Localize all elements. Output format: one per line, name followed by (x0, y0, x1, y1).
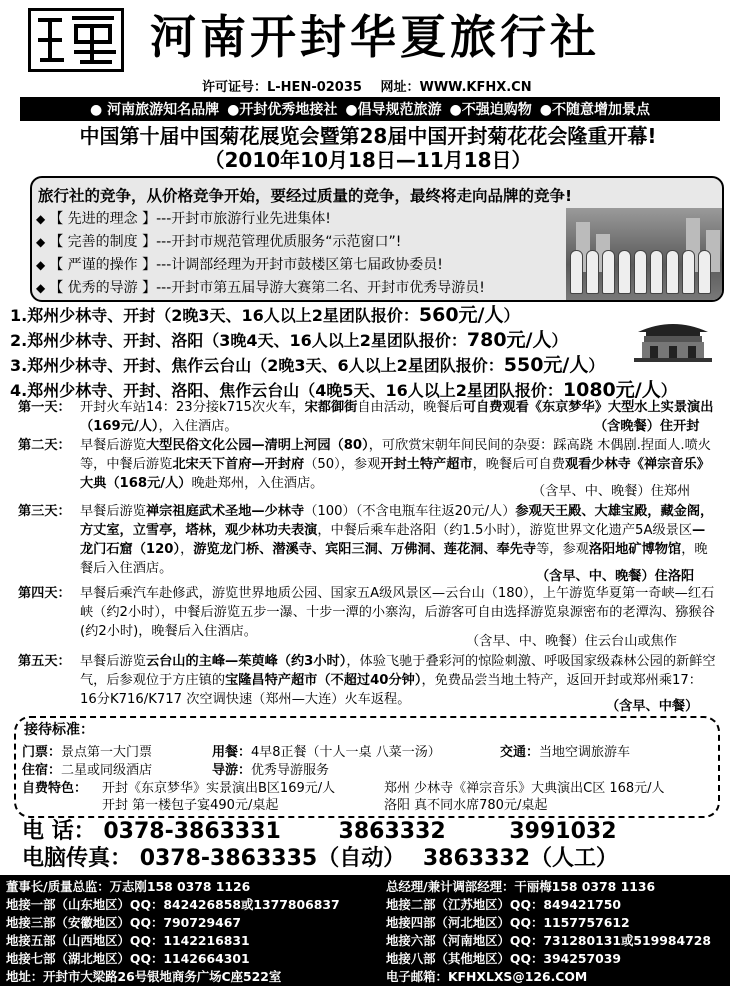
contact-entry: 总经理/兼计调部经理：干丽梅158 0378 1136 (386, 879, 656, 894)
day-label: 第一天： (18, 400, 71, 415)
contact-entry: 地接三部（安徽地区）QQ：790729467 (6, 915, 241, 930)
slogan: ●不随意增加景点 (539, 102, 650, 118)
route-price: 560元/人 (418, 304, 504, 326)
diamond-bullet-icon: ◆ (36, 281, 46, 295)
slogan: ● 河南旅游知名品牌 (90, 102, 220, 118)
website[interactable]: 网址：WWW.KFHX.CN (380, 80, 532, 95)
diamond-bullet-icon: ◆ (36, 212, 46, 226)
feature-item: ◆ 【 先进的理念 】---开封市旅游行业先进集体! (36, 211, 331, 227)
day-meals: （含早、中餐） (606, 699, 699, 714)
day-meals: （含晚餐）住开封 (594, 419, 700, 434)
phone-number[interactable]: 3991032 (509, 819, 617, 844)
route-price: 550元/人 (503, 354, 589, 376)
itinerary-day-3: 第三天： 早餐后游览禅宗祖庭武术圣地—少林寺（100）（不含电瓶车往返20元/人）参观天王殿、大雄宝殿，藏金阁，方丈室，立雪亭，塔林，观少林功夫表演，中餐后乘车赴洛阳（约1.5小时），游览世界文化遗产5A级景区—龙门石窟（120），游览龙门桥、潜溪寺、宾阳三洞、万佛洞、莲花洞、奉先寺等，参观洛阳地矿博物馆，晚餐后入住酒店。 (18, 504, 714, 576)
feature-intro: 旅行社的竞争，从价格竞争开始，要经过质量的竞争，最终将走向品牌的竞争! (38, 187, 573, 205)
route-item: 1.郑州少林寺、开封（2晚3天、16人以上2星团队报价：560元/人） (10, 304, 520, 326)
feature-item: ◆ 【 严谨的操作 】---计调部经理为开封市鼓楼区第七届政协委员! (36, 257, 443, 273)
contact-entry: 地接六部（河南地区）QQ：731280131或519984728 (386, 933, 711, 948)
contact-entry: 董事长/质量总监：万志刚158 0378 1126 (6, 879, 251, 894)
service-standards-box: 接待标准： 门票：景点第一大门票 用餐：4早8正餐（十人一桌 八菜一汤） 交通：当地空调旅游车 住宿：二星或同级酒店 导游：优秀导游服务 自费特色： 开封《东京梦华》实景演出B区169元/人 郑州 少林寺《禅宗音乐》大典演出C区 168元/人 开封 第一楼包子宴490元/桌起 洛阳 真不同水席780元/桌起 (14, 716, 720, 818)
day-meals: （含早、中、晚餐）住云台山或焦作 (466, 634, 677, 649)
license-number: 许可证号：L-HEN-02035 (202, 80, 362, 95)
contact-entry: 地接二部（江苏地区）QQ：849421750 (386, 897, 621, 912)
slogan: ●倡导规范旅游 (345, 102, 442, 118)
standards-heading: 接待标准： (24, 722, 94, 738)
fax-number[interactable]: 0378-3863335（自动） (139, 846, 406, 871)
headline: 中国第十届中国菊花展览会暨第28届中国开封菊花花会隆重开幕! (79, 124, 657, 148)
license-line (202, 76, 546, 95)
day-meals: （含早、中、晚餐）住郑州 (532, 484, 691, 499)
slogan: ●不强迫购物 (449, 102, 532, 118)
contact-entry: 地接五部（山西地区）QQ：1142216831 (6, 933, 250, 948)
day-label: 第三天： (18, 504, 71, 519)
diamond-bullet-icon: ◆ (36, 235, 46, 249)
team-photo (566, 208, 722, 302)
pavilion-icon (634, 316, 712, 362)
fax-number[interactable]: 3863332（人工） (422, 846, 619, 871)
slogan: ●开封优秀地接社 (227, 102, 338, 118)
feature-item: ◆ 【 优秀的导游 】---开封市第五届导游大赛第二名、开封市优秀导游员! (36, 280, 485, 296)
day-label: 第五天： (18, 654, 71, 669)
route-item: 3.郑州少林寺、开封、焦作云台山（2晚3天、6人以上2星团队报价：550元/人） (10, 354, 605, 376)
diamond-bullet-icon: ◆ (36, 258, 46, 272)
day-label: 第二天： (18, 438, 71, 453)
route-price: 1080元/人 (562, 379, 661, 401)
contact-entry: 地接七部（湖北地区）QQ：1142664301 (6, 951, 250, 966)
day-label: 第四天： (18, 586, 71, 601)
route-price: 780元/人 (466, 329, 552, 351)
calligraphy-logo-icon (32, 12, 120, 68)
event-dates: （2010年10月18日—11月18日） (204, 148, 532, 172)
feature-item: ◆ 【 完善的制度 】---开封市规范管理优质服务“示范窗口”! (36, 234, 402, 250)
contact-entry: 地接四部（河北地区）QQ：1157757612 (386, 915, 630, 930)
itinerary-day-1: 第一天： 开封火车站14：23分接k715次火车，宋都御街自由活动，晚餐后可自费观看《东京梦华》大型水上实景演出（169元/人），入住酒店。 (18, 400, 714, 434)
contact-entry: 地接一部（山东地区）QQ：842426858或1377806837 (6, 897, 340, 912)
itinerary-day-4: 第四天： 早餐后乘汽车赴修武，游览世界地质公园、国家五A级风景区—云台山（180），上午游览华夏第一奇峡—红石峡（约2小时），中餐后游览五步一瀑、十步一潭的小寨沟，后游客可自由选择游览泉源密布的老潭沟、猕猴谷(约2小时)，晚餐后入住酒店。 (18, 586, 715, 639)
fax-line: 电脑传真： 0378-3863335（自动） 3863332（人工） (22, 846, 619, 871)
email-link[interactable]: 电子邮箱：KFHXLXS@126.COM (386, 969, 588, 984)
phone-number[interactable]: 3863332 (338, 819, 446, 844)
contact-entry: 地接八部（其他地区）QQ：394257039 (386, 951, 621, 966)
address: 地址：开封市大梁路26号银地商务广场C座522室 (6, 969, 282, 984)
company-title: 河南开封华夏旅行社 (150, 10, 600, 64)
itinerary-day-2: 第二天： 早餐后游览大型民俗文化公园—清明上河园（80），可欣赏宋朝年间民间的杂耍：踩高跷 木偶剧.捏面人.喷火等，中餐后游览北宋天下首府—开封府（50），参观开封土特产超市，晚餐后可自费观看少林寺《禅宗音乐》大典（168元/人）晚赴郑州，入住酒店。 (18, 438, 711, 491)
itinerary-day-5: 第五天： 早餐后游览云台山的主峰—茱萸峰（约3小时），体验飞驰于叠彩河的惊险刺激、呼吸国家级森林公园的新鲜空气，后参观位于方庄镇的宝隆昌特产超市（不超过40分钟），免费品尝当地土特产，返回开封或郑州乘17：16分K716/K717 次空调快速（郑州—大连）火车返程。 (18, 654, 716, 707)
route-item: 2.郑州少林寺、开封、洛阳（3晚4天、16人以上2星团队报价：780元/人） (10, 329, 568, 351)
route-item: 4.郑州少林寺、开封、洛阳、焦作云台山（4晚5天、16人以上2星团队报价：1080元/人） (10, 379, 677, 401)
brand-feature-box (30, 176, 724, 302)
phone-line: 电 话： 0378-3863331 3863332 3991032 (22, 819, 617, 844)
day-meals: （含早、中、晚餐）住洛阳 (536, 569, 695, 584)
route-list (10, 303, 726, 403)
slogan-bar (20, 97, 720, 121)
phone-number[interactable]: 0378-3863331 (103, 819, 281, 844)
contact-panel (0, 875, 730, 986)
company-logo (28, 8, 124, 72)
